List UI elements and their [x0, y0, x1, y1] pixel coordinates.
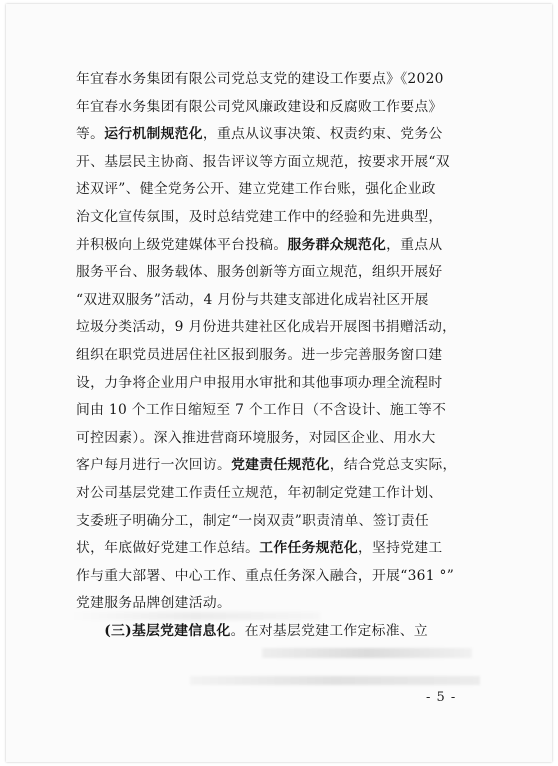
text-segment: “双进双服务”活动，4 月份与共建支部进化成岩社区开展 [76, 291, 429, 308]
text-segment: 。在对基层党建工作定标准、立 [230, 622, 428, 639]
text-line [76, 66, 482, 94]
text-segment: 组织在职党员进居住社区报到服务。进一步完善服务窗口建 [76, 346, 443, 363]
text-line [76, 508, 482, 536]
text-segment: 间由 10 个工作日缩短至 7 个工作日（不含设计、施工等不 [76, 402, 447, 419]
text-segment: 状，年底做好党建工作总结。 [76, 540, 260, 557]
text-segment: ，结合党总支实际， [329, 457, 457, 474]
bold-heading-text: 服务群众规范化 [287, 236, 387, 253]
text-line [76, 232, 482, 260]
text-line [76, 590, 482, 618]
text-line [76, 121, 482, 149]
text-segment: 垃圾分类活动，9 月份进共建社区化成岩开展图书捐赠活动， [76, 319, 457, 336]
show-through-mark [190, 676, 480, 685]
text-line [76, 480, 482, 508]
text-line [76, 149, 482, 177]
text-line [76, 535, 482, 563]
text-segment: 作与重大部署、中心工作、重点任务深入融合，开展“361 °” [76, 567, 455, 584]
text-segment [76, 623, 104, 639]
bold-heading-text: 工作任务规范化 [259, 540, 358, 557]
text-line [76, 176, 482, 204]
text-segment: 等。 [76, 126, 105, 143]
bold-heading-text: 运行机制规范化 [104, 126, 203, 143]
bold-heading-text: (三)基层党建信息化 [104, 622, 231, 639]
text-line [76, 94, 482, 122]
text-segment: 年宜春水务集团有限公司党风廉政建设和反腐败工作要点》 [76, 98, 443, 115]
text-segment: ，重点从议事决策、权责约束、党务公 [202, 126, 443, 143]
text-segment: 述双评”、健全党务公开、建立党建工作台账，强化企业政 [76, 181, 436, 198]
text-line [76, 314, 482, 342]
text-line [76, 204, 482, 232]
text-line [76, 452, 482, 480]
text-line [76, 370, 482, 398]
text-line [76, 618, 482, 646]
text-line [76, 287, 482, 315]
text-segment: 年宜春水务集团有限公司党总支党的建设工作要点》《2020 [76, 71, 444, 87]
text-segment: 客户每月进行一次回访。 [76, 457, 232, 474]
text-line [76, 425, 482, 453]
text-segment: 设，力争将企业用户申报用水审批和其他事项办理全流程时 [76, 374, 443, 391]
text-segment: ，重点从 [386, 236, 443, 253]
text-segment: 对公司基层党建工作责任立规范，年初制定党建工作计划、 [76, 484, 443, 501]
text-line [76, 259, 482, 287]
text-segment: ，坚持党建工 [357, 540, 443, 557]
bold-heading-text: 党建责任规范化 [231, 457, 330, 474]
text-segment: 支委班子明确分工，制定“一岗双责”职责清单、签订责任 [76, 512, 430, 529]
text-segment: 并积极向上级党建媒体平台投稿。 [76, 236, 288, 253]
page-number: - 5 - [426, 690, 457, 705]
text-line [76, 563, 482, 591]
text-segment: 开、基层民主协商、报告评议等方面立规范，按要求开展“双 [76, 153, 450, 170]
text-segment: 党建服务品牌创建活动。 [76, 595, 232, 612]
text-segment: 治文化宣传氛围，及时总结党建工作中的经验和先进典型， [76, 208, 443, 225]
text-line [76, 397, 482, 425]
text-segment: 服务平台、服务载体、服务创新等方面立规范，组织开展好 [76, 264, 443, 281]
body-text [76, 66, 482, 645]
text-segment: 可控因素）。深入推进营商环境服务，对园区企业、用水大 [76, 429, 436, 446]
text-line [76, 342, 482, 370]
show-through-mark [262, 648, 472, 658]
